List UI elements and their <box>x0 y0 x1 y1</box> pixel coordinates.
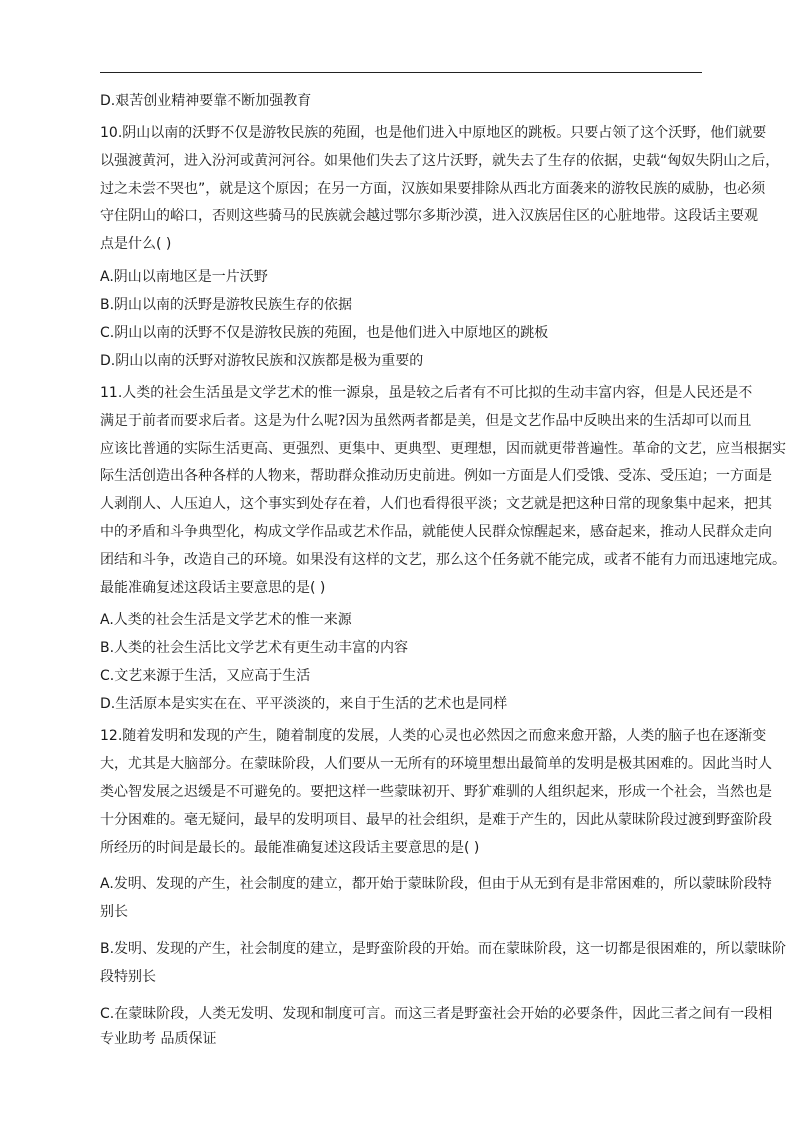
q10-option-b: B.阴山以南的沃野是游牧民族生存的依据 <box>100 296 353 313</box>
option-line: 段特别长 <box>100 968 156 985</box>
document-body <box>100 92 787 1037</box>
stem-line: 十分困难的。毫无疑问，最早的发明项目、最早的社会组织，是难于产生的，因此从蒙昧阶段过渡到野蛮阶段 <box>100 811 772 828</box>
q12-option-b <box>100 936 787 992</box>
stem-line: 类心智发展之迟缓是不可避免的。要把这样一些蒙昧初开、野犷难驯的人组织起来，形成一个社会，当然也是 <box>100 783 772 800</box>
q10-option-c: C.阴山以南的沃野不仅是游牧民族的苑囿，也是他们进入中原地区的跳板 <box>100 324 549 341</box>
q10-option-d: D.阴山以南的沃野对游牧民族和汉族都是极为重要的 <box>100 352 424 369</box>
q11-option-d: D.生活原本是实实在在、平平淡淡的，来自于生活的艺术也是同样 <box>100 696 508 713</box>
footer-slogan: 专业助考 品质保证 <box>100 1031 217 1047</box>
stem-line: 团结和斗争，改造自己的环境。如果没有这样的文艺，那么这个任务就不能完成，或者不能有力而迅速地完成。 <box>100 551 786 568</box>
q12-option-c <box>100 1001 773 1029</box>
option-line: C.在蒙昧阶段，人类无发明、发现和制度可言。而这三者是野蛮社会开始的必要条件，因此三者之间有一段相 <box>100 1005 773 1022</box>
stem-line: 大，尤其是大脑部分。在蒙昧阶段，人们要从一无所有的环境里想出最简单的发明是极其困难的。因此当时人 <box>100 756 772 773</box>
header-rule <box>100 72 702 73</box>
stem-line: 过之未尝不哭也”，就是这个原因；在另一方面，汉族如果要排除从西北方面袭来的游牧民族的威胁，也必须 <box>100 180 766 197</box>
stem-line: 所经历的时间是最长的。最能准确复述这段话主要意思的是( ) <box>100 839 480 856</box>
stem-line: 满足于前者而要求后者。这是为什么呢?因为虽然两者都是美，但是文艺作品中反映出来的生活却可以而且 <box>100 412 752 429</box>
option-line: 别长 <box>100 904 128 921</box>
stem-line: 守住阴山的峪口，否则这些骑马的民族就会越过鄂尔多斯沙漠，进入汉族居住区的心脏地带。这段话主要观 <box>100 208 758 225</box>
prev-option-d: D.艰苦创业精神要靠不断加强教育 <box>100 93 312 109</box>
stem-line: 以强渡黄河，进入汾河或黄河河谷。如果他们失去了这片沃野，就失去了生存的依据，史载“匈奴失阴山之后， <box>100 152 780 169</box>
stem-line: 12.随着发明和发现的产生，随着制度的发展，人类的心灵也必然因之而愈来愈开豁，人类的脑子也在逐渐变 <box>100 728 767 745</box>
option-line: B.发明、发现的产生，社会制度的建立，是野蛮阶段的开始。而在蒙昧阶段，这一切都是很困难的，所以蒙昧阶 <box>100 940 787 957</box>
question-10-stem <box>100 120 780 259</box>
question-11-stem <box>100 380 786 602</box>
q12-option-a <box>100 871 772 927</box>
stem-line: 应该比普通的实际生活更高、更强烈、更集中、更典型、更理想，因而就更带普遍性。革命的文艺，应当根据实 <box>100 440 786 457</box>
option-line: A.发明、发现的产生，社会制度的建立，都开始于蒙昧阶段，但由于从无到有是非常困难的，所以蒙昧阶段特 <box>100 876 772 893</box>
stem-line: 点是什么( ) <box>100 236 172 253</box>
stem-line: 10.阴山以南的沃野不仅是游牧民族的苑囿，也是他们进入中原地区的跳板。只要占领了这个沃野，他们就要 <box>100 125 767 141</box>
stem-line: 最能准确复述这段话主要意思的是( ) <box>100 579 326 596</box>
q10-option-a: A.阴山以南地区是一片沃野 <box>100 268 268 285</box>
q11-option-b: B.人类的社会生活比文学艺术有更生动丰富的内容 <box>100 640 409 657</box>
stem-line: 人剥削人、人压迫人，这个事实到处存在着，人们也看得很平淡；文艺就是把这种日常的现象集中起来，把其 <box>100 496 772 513</box>
question-12-stem <box>100 723 772 862</box>
stem-line: 中的矛盾和斗争典型化，构成文学作品或艺术作品，就能使人民群众惊醒起来，感奋起来，推动人民群众走向 <box>100 523 772 540</box>
q11-option-c: C.文艺来源于生活，又应高于生活 <box>100 668 311 685</box>
stem-line: 11.人类的社会生活虽是文学艺术的惟一源泉，虽是较之后者有不可比拟的生动丰富内容，但是人民还是不 <box>100 384 753 401</box>
q11-option-a: A.人类的社会生活是文学艺术的惟一来源 <box>100 612 352 629</box>
stem-line: 际生活创造出各种各样的人物来，帮助群众推动历史前进。例如一方面是人们受饿、受冻、受压迫；一方面是 <box>100 468 772 485</box>
